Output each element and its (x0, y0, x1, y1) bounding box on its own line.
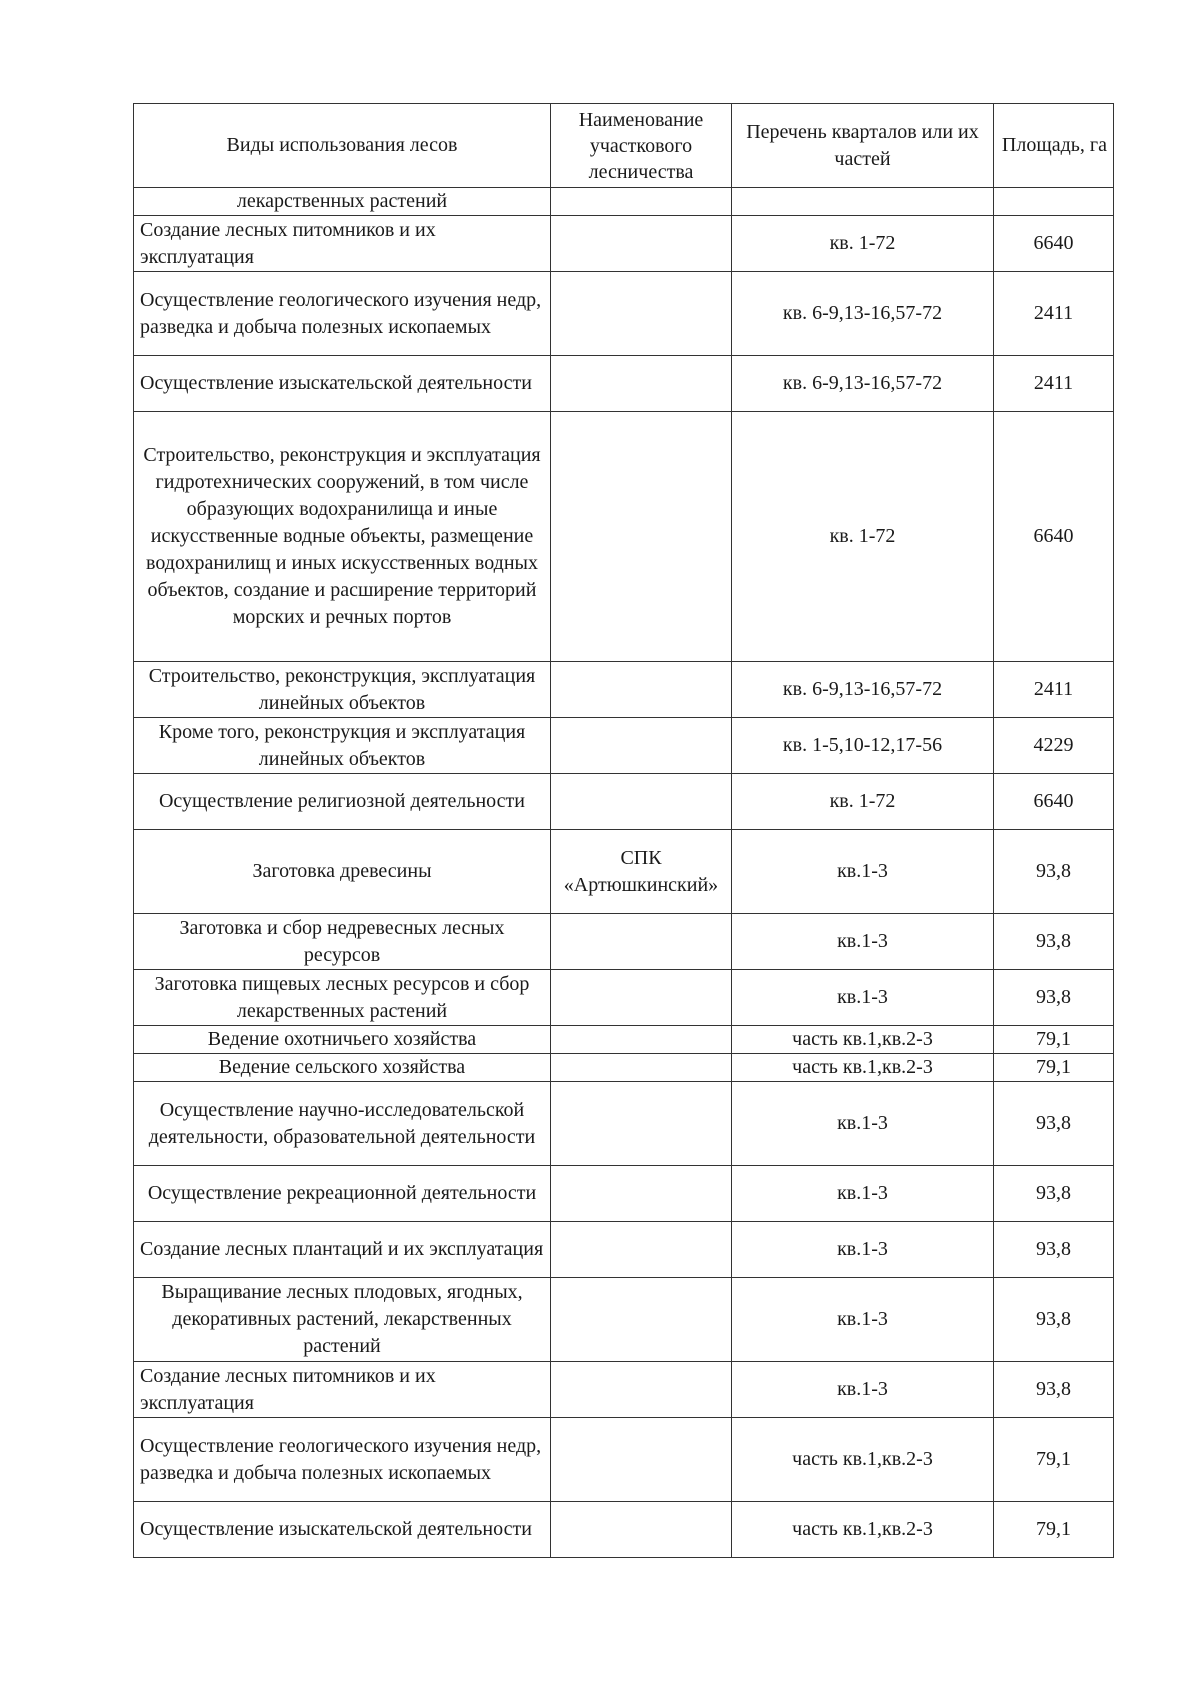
cell-quarters: кв. 1-72 (732, 412, 994, 662)
cell-quarters: кв.1-3 (732, 830, 994, 914)
table-row (134, 1054, 1114, 1082)
cell-forestry (551, 412, 732, 662)
cell-area: 79,1 (994, 1026, 1114, 1054)
table-header-row (134, 104, 1114, 188)
cell-forestry (551, 718, 732, 774)
cell-area: 93,8 (994, 1166, 1114, 1222)
cell-quarters: кв. 6-9,13-16,57-72 (732, 662, 994, 718)
table-row (134, 1166, 1114, 1222)
cell-forestry (551, 662, 732, 718)
table-row (134, 774, 1114, 830)
cell-use: Осуществление изыскательской деятельности (134, 356, 551, 412)
cell-quarters: кв. 1-72 (732, 774, 994, 830)
cell-use: Заготовка древесины (134, 830, 551, 914)
cell-area: 6640 (994, 216, 1114, 272)
cell-use: Создание лесных питомников и их эксплуатация (134, 1362, 551, 1418)
cell-forestry (551, 774, 732, 830)
cell-quarters: кв.1-3 (732, 970, 994, 1026)
cell-area: 6640 (994, 774, 1114, 830)
cell-forestry (551, 1026, 732, 1054)
cell-forestry (551, 1222, 732, 1278)
cell-use: Создание лесных плантаций и их эксплуатация (134, 1222, 551, 1278)
table-row (134, 1362, 1114, 1418)
cell-forestry (551, 272, 732, 356)
cell-area: 93,8 (994, 830, 1114, 914)
table-row (134, 1222, 1114, 1278)
cell-area: 93,8 (994, 1278, 1114, 1362)
cell-forestry (551, 1278, 732, 1362)
cell-area: 6640 (994, 412, 1114, 662)
cell-use: Ведение сельского хозяйства (134, 1054, 551, 1082)
cell-quarters: кв.1-3 (732, 1082, 994, 1166)
cell-use: Осуществление геологического изучения недр, разведка и добыча полезных ископаемых (134, 272, 551, 356)
cell-quarters: кв. 1-72 (732, 216, 994, 272)
table-row (134, 1278, 1114, 1362)
cell-use: Кроме того, реконструкция и эксплуатация линейных объектов (134, 718, 551, 774)
cell-quarters: кв. 6-9,13-16,57-72 (732, 272, 994, 356)
cell-quarters: часть кв.1,кв.2-3 (732, 1502, 994, 1558)
table-row (134, 356, 1114, 412)
table-row (134, 914, 1114, 970)
cell-area: 79,1 (994, 1418, 1114, 1502)
cell-quarters: кв.1-3 (732, 1362, 994, 1418)
cell-forestry (551, 1502, 732, 1558)
cell-area (994, 188, 1114, 216)
cell-quarters: часть кв.1,кв.2-3 (732, 1418, 994, 1502)
forest-use-table (133, 103, 1114, 1558)
table-row (134, 1082, 1114, 1166)
cell-quarters: кв.1-3 (732, 1222, 994, 1278)
cell-use: лекарственных растений (134, 188, 551, 216)
table-row (134, 830, 1114, 914)
cell-use: Ведение охотничьего хозяйства (134, 1026, 551, 1054)
cell-quarters: часть кв.1,кв.2-3 (732, 1054, 994, 1082)
cell-use: Осуществление рекреационной деятельности (134, 1166, 551, 1222)
cell-quarters: кв. 6-9,13-16,57-72 (732, 356, 994, 412)
table-row (134, 1502, 1114, 1558)
cell-area: 2411 (994, 272, 1114, 356)
cell-forestry (551, 914, 732, 970)
cell-use: Осуществление научно-исследовательской деятельности, образовательной деятельности (134, 1082, 551, 1166)
table-row (134, 412, 1114, 662)
cell-use: Осуществление геологического изучения недр, разведка и добыча полезных ископаемых (134, 1418, 551, 1502)
cell-quarters: часть кв.1,кв.2-3 (732, 1026, 994, 1054)
table-row (134, 216, 1114, 272)
header-use-types: Виды использования лесов (134, 104, 551, 188)
cell-area: 79,1 (994, 1502, 1114, 1558)
header-quarters-list: Перечень кварталов или их частей (732, 104, 994, 188)
cell-use: Осуществление изыскательской деятельности (134, 1502, 551, 1558)
cell-use: Строительство, реконструкция, эксплуатация линейных объектов (134, 662, 551, 718)
header-forestry-name: Наименование участкового лесничества (551, 104, 732, 188)
table-row (134, 662, 1114, 718)
table-row (134, 718, 1114, 774)
cell-quarters: кв. 1-5,10-12,17-56 (732, 718, 994, 774)
cell-forestry (551, 1082, 732, 1166)
cell-quarters: кв.1-3 (732, 1166, 994, 1222)
table-row (134, 188, 1114, 216)
cell-forestry (551, 1166, 732, 1222)
cell-area: 4229 (994, 718, 1114, 774)
cell-use: Заготовка и сбор недревесных лесных ресурсов (134, 914, 551, 970)
cell-area: 2411 (994, 356, 1114, 412)
cell-area: 93,8 (994, 914, 1114, 970)
cell-forestry (551, 216, 732, 272)
cell-forestry (551, 1054, 732, 1082)
cell-forestry (551, 970, 732, 1026)
cell-area: 93,8 (994, 1222, 1114, 1278)
cell-quarters (732, 188, 994, 216)
cell-area: 93,8 (994, 970, 1114, 1026)
cell-area: 93,8 (994, 1362, 1114, 1418)
cell-use: Создание лесных питомников и их эксплуатация (134, 216, 551, 272)
cell-forestry (551, 1362, 732, 1418)
cell-area: 79,1 (994, 1054, 1114, 1082)
cell-quarters: кв.1-3 (732, 1278, 994, 1362)
table-row (134, 1026, 1114, 1054)
cell-use: Осуществление религиозной деятельности (134, 774, 551, 830)
cell-forestry (551, 1418, 732, 1502)
cell-forestry (551, 356, 732, 412)
header-area: Площадь, га (994, 104, 1114, 188)
cell-use: Выращивание лесных плодовых, ягодных, декоративных растений, лекарственных растений (134, 1278, 551, 1362)
cell-use: Строительство, реконструкция и эксплуатация гидротехнических сооружений, в том числе образующих водохранилища и иные искусственные водные объекты, размещение водохранилищ и иных искусственных водных объектов, создание и расширение территорий морских и речных портов (134, 412, 551, 662)
table-row (134, 1418, 1114, 1502)
table-row (134, 272, 1114, 356)
cell-forestry: СПК «Артюшкинский» (551, 830, 732, 914)
cell-use: Заготовка пищевых лесных ресурсов и сбор лекарственных растений (134, 970, 551, 1026)
cell-quarters: кв.1-3 (732, 914, 994, 970)
cell-area: 93,8 (994, 1082, 1114, 1166)
cell-forestry (551, 188, 732, 216)
cell-area: 2411 (994, 662, 1114, 718)
table-row (134, 970, 1114, 1026)
